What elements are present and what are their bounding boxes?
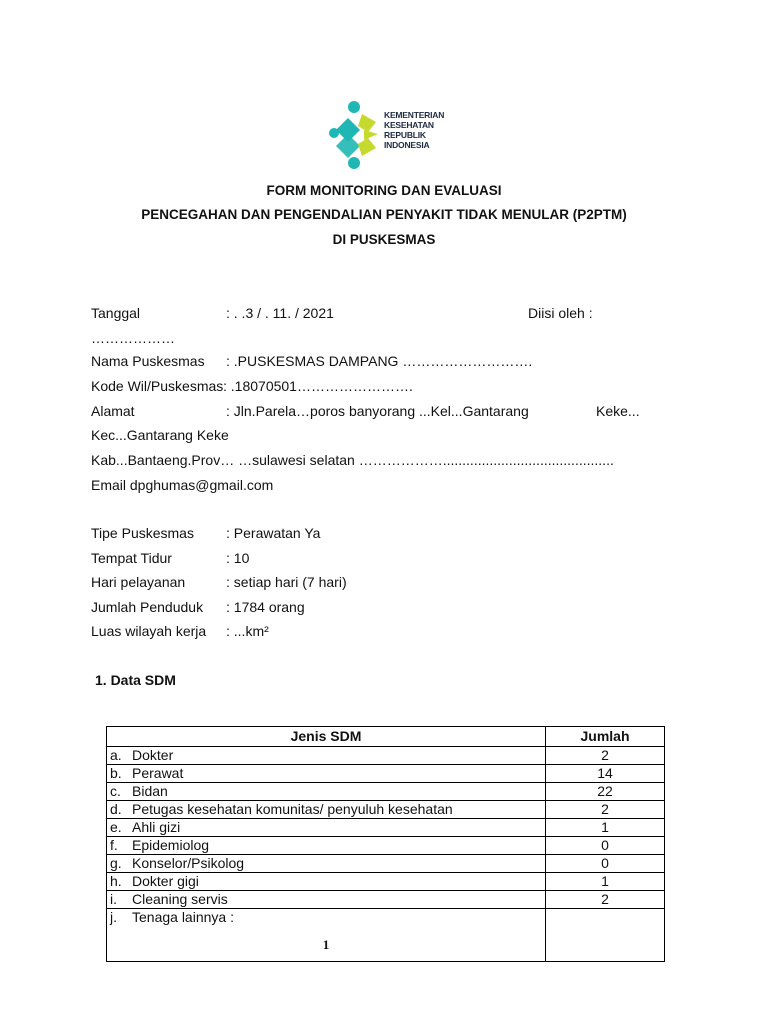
- table-row: [107, 909, 665, 962]
- kemenkes-emblem-icon: [328, 100, 388, 170]
- jumlah-cell: 14: [546, 765, 665, 783]
- luas-label: Luas wilayah kerja: [91, 623, 207, 639]
- row-letter: f.: [110, 837, 118, 853]
- jumlah-cell: 22: [546, 783, 665, 801]
- email-line: Email dpghumas@gmail.com: [91, 477, 274, 493]
- row-letter: e.: [110, 819, 122, 835]
- form-location-title: DI PUSKESMAS: [332, 232, 436, 247]
- table-row: [107, 819, 665, 837]
- row-letter: h.: [110, 873, 122, 889]
- logo-text-line: KESEHATAN: [384, 120, 434, 130]
- table-row: [107, 837, 665, 855]
- jenis-sdm-cell: [107, 855, 546, 873]
- hari-label: Hari pelayanan: [91, 574, 186, 590]
- row-letter: b.: [110, 765, 122, 781]
- jumlah-cell: 0: [546, 837, 665, 855]
- form-title: FORM MONITORING DAN EVALUASI: [266, 183, 502, 198]
- table-header-row: [107, 727, 665, 747]
- jumlah-cell: 2: [546, 801, 665, 819]
- row-name: Konselor/Psikolog: [132, 855, 245, 871]
- tipe-value: : Perawatan Ya: [226, 525, 321, 541]
- jumlah-cell: 1: [546, 819, 665, 837]
- jenis-sdm-cell: [107, 819, 546, 837]
- table-row: [107, 891, 665, 909]
- jenis-sdm-cell: [107, 837, 546, 855]
- tanggal-label: Tanggal: [91, 305, 141, 321]
- form-subtitle: PENCEGAHAN DAN PENGENDALIAN PENYAKIT TIDAK MENULAR (P2PTM): [141, 207, 627, 222]
- jumlah-cell: [546, 909, 665, 962]
- row-letter: a.: [110, 747, 122, 763]
- row-name: Dokter: [132, 747, 174, 763]
- row-letter: c.: [110, 783, 121, 799]
- col-header-jumlah: Jumlah: [546, 727, 665, 747]
- alamat-line2: Kec...Gantarang Keke: [91, 427, 229, 443]
- row-name: Cleaning servis: [132, 891, 228, 907]
- alamat-line3: Kab...Bantaeng.Prov… …sulawesi selatan ………………............................................: [91, 452, 614, 468]
- table-row: [107, 801, 665, 819]
- table-row: [107, 855, 665, 873]
- row-letter: i.: [110, 891, 117, 907]
- data-sdm-table: [106, 726, 665, 962]
- jumlah-cell: 0: [546, 855, 665, 873]
- logo-text-line: KEMENTERIAN: [384, 110, 445, 120]
- tipe-label: Tipe Puskesmas: [91, 525, 194, 541]
- kemenkes-logo: [328, 100, 448, 170]
- diisi-oleh-dots: ………………: [91, 330, 175, 346]
- jumlah-cell: 1: [546, 873, 665, 891]
- jenis-sdm-cell: [107, 765, 546, 783]
- section-data-sdm-heading: 1. Data SDM: [95, 672, 176, 688]
- diisi-oleh-label: Diisi oleh :: [528, 305, 593, 321]
- tempat-tidur-label: Tempat Tidur: [91, 550, 172, 566]
- row-name: Ahli gizi: [132, 819, 181, 835]
- row-name: Petugas kesehatan komunitas/ penyuluh kesehatan: [132, 801, 453, 817]
- row-letter: j.: [110, 909, 117, 925]
- nama-puskesmas-value: : .PUSKESMAS DAMPANG ……………………….: [226, 353, 533, 369]
- kode-value: : .18070501…………………….: [223, 378, 413, 394]
- luas-value: : ...km²: [226, 623, 269, 639]
- jenis-sdm-cell: [107, 783, 546, 801]
- jenis-sdm-cell: [107, 891, 546, 909]
- kode-label: Kode Wil/Puskesmas: [91, 378, 224, 394]
- hari-value: : setiap hari (7 hari): [226, 574, 347, 590]
- table-row: [107, 783, 665, 801]
- row-letter: d.: [110, 801, 122, 817]
- row-letter: g.: [110, 855, 122, 871]
- logo-text-line: INDONESIA: [384, 140, 430, 150]
- table-row: [107, 873, 665, 891]
- jenis-sdm-cell: [107, 747, 546, 765]
- jumlah-cell: 2: [546, 891, 665, 909]
- table-row: [107, 765, 665, 783]
- tanggal-value: : . .3 / . 11. / 2021: [226, 305, 334, 321]
- penduduk-value: : 1784 orang: [226, 599, 305, 615]
- jenis-sdm-cell: [107, 909, 546, 962]
- row-name: Perawat: [132, 765, 184, 781]
- logo-text-line: REPUBLIK: [384, 130, 426, 140]
- alamat-label: Alamat: [91, 403, 135, 419]
- row-name: Tenaga lainnya :: [132, 909, 234, 925]
- jumlah-cell: 2: [546, 747, 665, 765]
- jenis-sdm-cell: [107, 801, 546, 819]
- row-name: Epidemiolog: [132, 837, 210, 853]
- nama-puskesmas-label: Nama Puskesmas: [91, 353, 205, 369]
- logo-text: [384, 110, 444, 150]
- page-number: 1: [322, 937, 330, 952]
- jenis-sdm-cell: [107, 873, 546, 891]
- penduduk-label: Jumlah Penduduk: [91, 599, 204, 615]
- alamat-value: : Jln.Parela…poros banyorang ...Kel...Gantarang: [226, 403, 529, 419]
- table-row: [107, 747, 665, 765]
- row-name: Bidan: [132, 783, 168, 799]
- col-header-jenis-sdm: Jenis SDM: [107, 727, 546, 747]
- alamat-kel-extra: Keke...: [596, 403, 640, 419]
- tempat-tidur-value: : 10: [226, 550, 250, 566]
- row-name: Dokter gigi: [132, 873, 199, 889]
